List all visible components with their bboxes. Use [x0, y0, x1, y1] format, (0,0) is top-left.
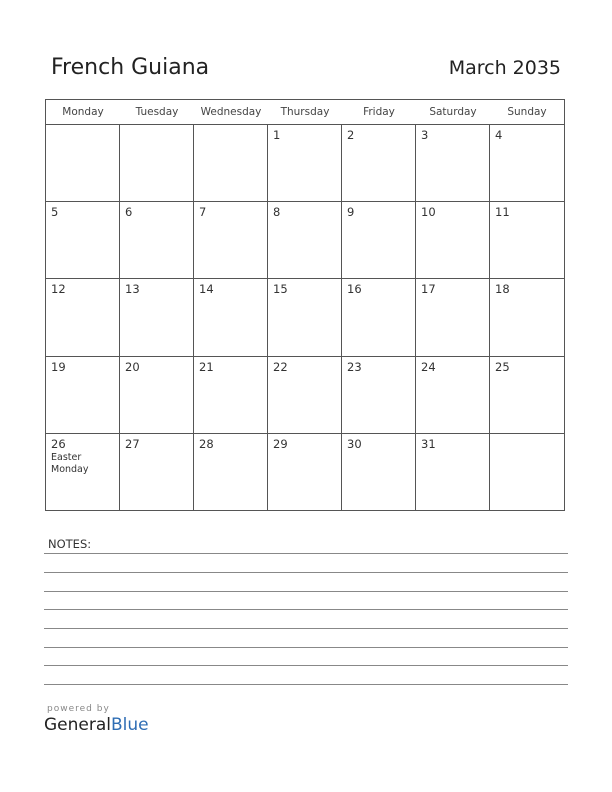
day-cell [194, 434, 268, 511]
day-number: 22 [273, 359, 288, 374]
day-cell [120, 357, 194, 434]
day-cell [268, 279, 342, 356]
day-cell [46, 357, 120, 434]
day-number: 7 [199, 205, 207, 220]
day-number: 28 [199, 436, 214, 451]
notes-line [44, 572, 568, 573]
day-number: 27 [125, 436, 140, 451]
day-cell [416, 279, 490, 356]
day-number: 8 [273, 205, 281, 220]
calendar-month-title: March 2035 [448, 57, 561, 79]
day-number: 3 [421, 128, 429, 142]
notes-line [44, 684, 568, 685]
day-cell [268, 357, 342, 434]
day-cell [120, 279, 194, 356]
notes-line [44, 628, 568, 629]
day-number: 17 [421, 282, 436, 297]
day-number: 6 [125, 205, 133, 220]
weekday-thursday: Thursday [280, 106, 330, 118]
brand-general-text: General [44, 715, 111, 735]
day-cell [490, 125, 564, 202]
day-cell [268, 202, 342, 279]
day-cell [490, 202, 564, 279]
calendar-country-title: French Guiana [51, 55, 210, 80]
day-cell [490, 279, 564, 356]
notes-line [44, 609, 568, 610]
day-cell [342, 202, 416, 279]
day-cell [416, 357, 490, 434]
weekday-friday: Friday [363, 106, 395, 118]
day-cell [194, 202, 268, 279]
day-number: 19 [51, 359, 66, 374]
day-cell [268, 125, 342, 202]
calendar-table [45, 99, 565, 511]
day-cell [490, 434, 564, 511]
weekday-sunday: Sunday [507, 106, 547, 118]
day-number: 10 [421, 205, 436, 220]
day-cell [46, 434, 120, 511]
day-cell [268, 434, 342, 511]
day-number: 9 [347, 205, 355, 220]
holiday-label: Easter Monday [51, 451, 89, 475]
day-number: 31 [421, 436, 436, 451]
notes-line [44, 591, 568, 592]
day-cell [46, 202, 120, 279]
notes-line [44, 665, 568, 666]
day-cell [194, 279, 268, 356]
weekday-tuesday: Tuesday [135, 106, 179, 118]
day-number: 18 [495, 282, 510, 297]
notes-line [44, 647, 568, 648]
day-cell [342, 279, 416, 356]
day-number: 30 [347, 436, 362, 451]
day-cell [46, 279, 120, 356]
day-number: 13 [125, 282, 140, 297]
day-number: 24 [421, 359, 436, 374]
day-cell [342, 434, 416, 511]
weekday-wednesday: Wednesday [200, 106, 262, 118]
brand-blue-text: Blue [111, 715, 149, 735]
notes-line [44, 553, 568, 554]
day-number: 1 [273, 128, 281, 142]
day-number: 2 [347, 128, 355, 142]
day-cell [120, 202, 194, 279]
day-number: 26 [51, 436, 66, 451]
day-cell [120, 125, 194, 202]
day-cell [416, 125, 490, 202]
day-cell [194, 357, 268, 434]
notes-label: NOTES: [48, 537, 92, 551]
day-number: 16 [347, 282, 362, 297]
day-number: 14 [199, 282, 214, 297]
day-cell [490, 357, 564, 434]
powered-by-text: powered by [47, 704, 110, 714]
weekday-monday: Monday [62, 106, 104, 118]
day-cell [416, 202, 490, 279]
day-number: 25 [495, 359, 510, 374]
day-cell [194, 125, 268, 202]
brand-logo [44, 704, 149, 735]
day-cell [120, 434, 194, 511]
day-number: 23 [347, 359, 362, 374]
day-cell [416, 434, 490, 511]
brand-name [44, 715, 149, 735]
day-number: 5 [51, 205, 59, 220]
day-number: 15 [273, 282, 288, 297]
day-number: 11 [495, 205, 510, 220]
day-number: 20 [125, 359, 140, 374]
day-number: 12 [51, 282, 66, 297]
weekday-header-row [46, 100, 564, 125]
day-cell [46, 125, 120, 202]
weekday-saturday: Saturday [429, 106, 477, 118]
day-number: 21 [199, 359, 214, 374]
day-number: 29 [273, 436, 288, 451]
calendar-grid [46, 125, 564, 511]
day-cell [342, 357, 416, 434]
day-number: 4 [495, 128, 503, 142]
day-cell [342, 125, 416, 202]
